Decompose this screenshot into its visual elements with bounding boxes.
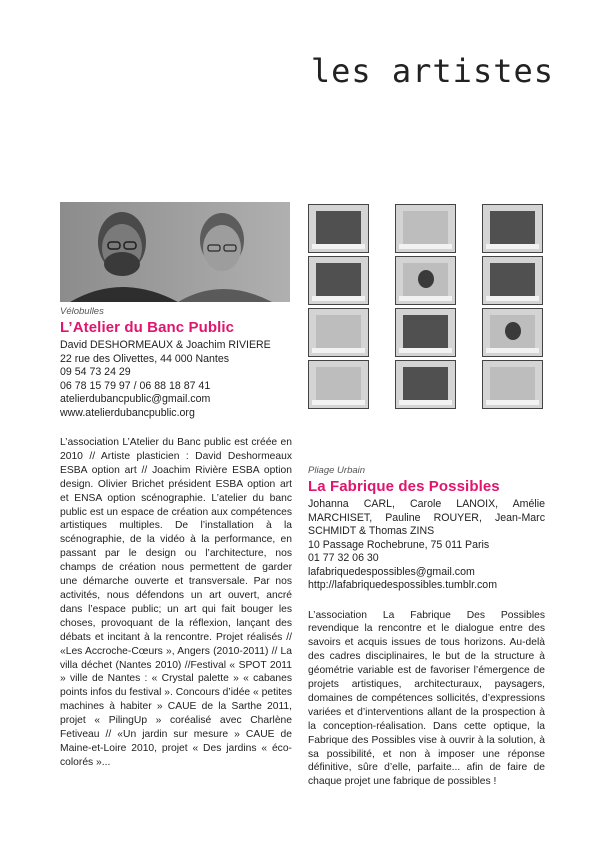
photo-tile	[308, 360, 369, 409]
project-tag: Vélobulles	[60, 306, 104, 317]
photo-tile	[482, 204, 543, 253]
photo-tile	[482, 256, 543, 305]
project-tag: Pliage Urbain	[308, 465, 366, 476]
artist-description: L’association La Fabrique Des Possibles revendique la rencontre et le dialogue entre des savoirs et acquis issues de tous horizons. Au-delà des cadres disciplinaires, le but de la structure à géométrie variable est de favoriser l’émergence de projets artistiques, architecturaux, paysagers, domaines de compétences sollicités, d’expressions variées et d’interventions allant de la prospection à la conception-réalisation. Dans cette optique, la Fabrique des Possibles vise à ouvrir à la solution, à sa possibilité, et non à imposer une réponse définitive, sûre d’elle, parfaite... afin de faire de chaque projet une fabrique de possibles !	[308, 609, 545, 788]
artists-photo-atelier	[60, 202, 290, 302]
photo-tile	[395, 256, 456, 305]
artist-members: Johanna CARL, Carole LANOIX, Amélie MARCHISET, Pauline ROUYER, Jean-Marc SCHMIDT & Thomas ZINS	[308, 498, 545, 537]
photo-tile	[308, 204, 369, 253]
contact-info	[60, 339, 292, 420]
page-title: les artistes	[310, 52, 554, 90]
artist-name: L’Atelier du Banc Public	[60, 319, 235, 336]
artists-photo-fabrique	[308, 204, 544, 412]
artist-description: L’association L’Atelier du Banc public est créée en 2010 // Artiste plasticien : David Deshormeaux ESBA option art // Joachim Rivière ESBA option design. Olivier Brichet président ESBA option art et ENSA option scénographie. L’atelier du banc public est un espace de création aux compétences artistiques multiples. De l’installation à la scénographie, de la vidéo à la performance, en passant par le design ou l’architecture, nos champs de création nous permettent de garder une démarche ouverte et transversale. Par nos activités, nous défendons un art ouvert, ancré dans l’espace public; un art qui fait bouger les choses, provoquant de la réflexion, lançant des débats et incitant à la rencontre. Projet réalisés // «Les Accroche-Cœurs », Angers (2010-2011) // La villa déchet (Nantes 2010) //Festival « SPOT 2011 » ville de Nantes : « Crystal palette » « cabanes points infos du festival ». Concours d’idée « petites machines à habiter » CAUE de la Sarthe 2011, projet « PilingUp » coréalisé avec Charlène Fetiveau // «Un jardin sur mesure » CAUE de Maine-et-Loire 2010, projet « Des jardins « éco-colorés »...	[60, 437, 292, 768]
email-link[interactable]: lafabriquedespossibles@gmail.com	[308, 565, 475, 578]
photo-tile	[482, 308, 543, 357]
photo-tile	[308, 256, 369, 305]
photo-tile	[482, 360, 543, 409]
phone: 09 54 73 24 29	[60, 366, 131, 378]
address: 10 Passage Rochebrune, 75 011 Paris	[308, 538, 490, 551]
artist-block-atelier	[60, 304, 292, 770]
photo-tile	[395, 308, 456, 357]
photo-tile	[395, 360, 456, 409]
artist-name: La Fabrique des Possibles	[308, 478, 500, 495]
photo-tile	[395, 204, 456, 253]
phone: 01 77 32 06 30	[308, 552, 379, 564]
website-link[interactable]: http://lafabriquedespossibles.tumblr.com	[308, 579, 498, 591]
artist-block-fabrique	[308, 463, 545, 789]
contact-info	[308, 498, 545, 593]
email-link[interactable]: atelierdubancpublic@gmail.com	[60, 393, 211, 405]
address: 22 rue des Olivettes, 44 000 Nantes	[60, 352, 230, 365]
photo-tile	[308, 308, 369, 357]
portrait-illustration	[60, 202, 290, 302]
artist-members: David DESHORMEAUX & Joachim RIVIERE	[60, 339, 271, 351]
mobile-phones: 06 78 15 79 97 / 06 88 18 87 41	[60, 379, 211, 392]
website-link[interactable]: www.atelierdubancpublic.org	[60, 406, 195, 419]
